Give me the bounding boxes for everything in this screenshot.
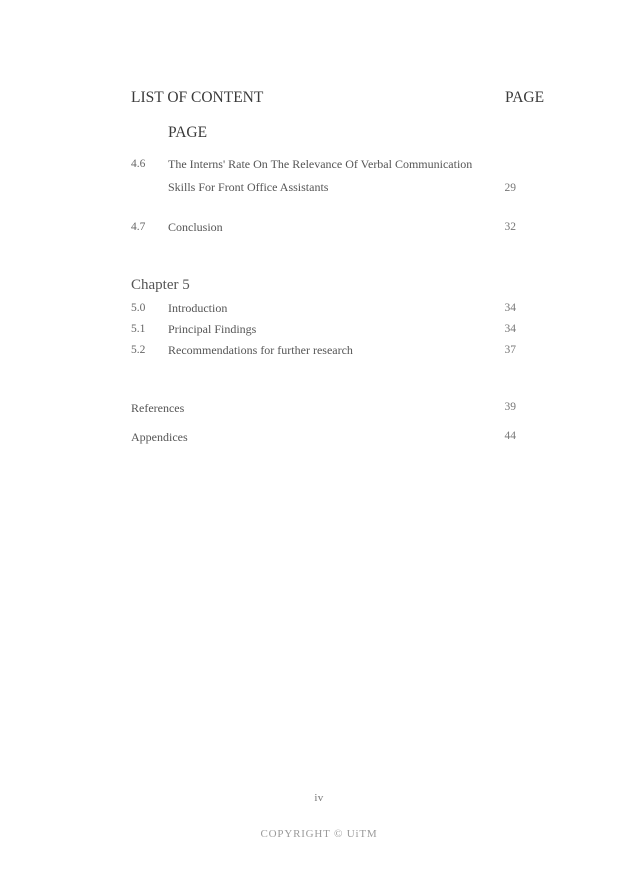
- entry-number: 4.6: [131, 158, 146, 170]
- references-entry: References: [131, 401, 185, 415]
- entry-title: Introduction: [168, 301, 228, 315]
- sub-page-label: PAGE: [168, 124, 208, 141]
- copyright-watermark: COPYRIGHT © UiTM: [260, 828, 378, 840]
- entry-title: The Interns' Rate On The Relevance Of Verbal Communication: [168, 157, 473, 171]
- entry-page: 32: [504, 221, 516, 233]
- entry-page: 34: [504, 323, 516, 335]
- entry-number: 5.2: [131, 344, 146, 356]
- entry-title-continued: Skills For Front Office Assistants: [168, 180, 329, 194]
- page-number: iv: [314, 792, 324, 804]
- entry-title: Recommendations for further research: [168, 343, 353, 357]
- entry-number: 5.0: [131, 302, 146, 314]
- appendices-entry: Appendices: [131, 430, 188, 444]
- chapter-heading: Chapter 5: [131, 277, 190, 293]
- entry-page: 37: [504, 344, 516, 356]
- entry-page: 34: [504, 302, 516, 314]
- entry-page: 39: [504, 401, 516, 413]
- page-column-label: PAGE: [505, 89, 545, 106]
- page-title: LIST OF CONTENT: [131, 89, 264, 106]
- entry-title: Conclusion: [168, 220, 223, 234]
- entry-page: 29: [504, 182, 516, 194]
- entry-title: Principal Findings: [168, 322, 257, 336]
- entry-page: 44: [504, 430, 516, 442]
- entry-number: 4.7: [131, 221, 146, 233]
- entry-number: 5.1: [131, 323, 146, 335]
